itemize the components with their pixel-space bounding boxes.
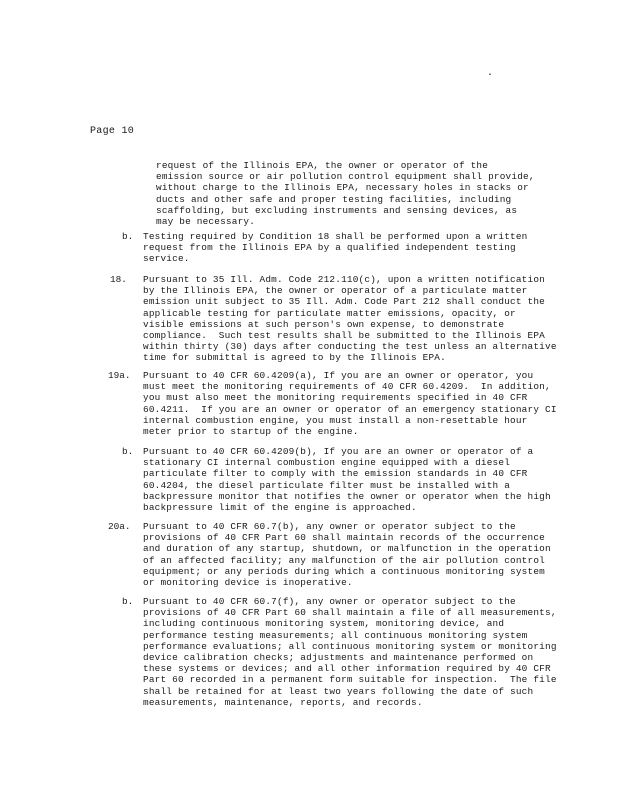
text-line: equipment; or any periods during which a continuous monitoring system [143,565,545,577]
text-line: time for submittal is agreed to by the Illinois EPA. [143,352,446,364]
paragraph-20a [143,521,551,588]
text-line: provisions of 40 CFR Part 60 shall maintain records of the occurrence [143,532,545,544]
text-line: 60.4204, the diesel particulate filter must be installed with a [143,479,511,491]
text-line: including continuous monitoring system, monitoring device, and [143,618,505,630]
paragraph-continuation [156,160,535,227]
text-line: request from the Illinois EPA by a qualified independent testing [143,242,516,254]
text-line: emission source or air pollution control equipment shall provide, [156,171,535,183]
text-line: of an affected facility; any malfunction of the air pollution control [143,554,545,566]
item-label: b. [122,446,134,457]
text-line: meter prior to startup of the engine. [143,426,359,438]
text-line: Pursuant to 40 CFR 60.4209(a), If you are an owner or operator, you [143,370,534,381]
text-line: Pursuant to 35 Ill. Adm. Code 212.110(c), upon a written notification [143,274,545,285]
text-line: measurements, maintenance, reports, and records. [143,696,423,708]
paragraph-20b [143,596,557,708]
text-line: internal combustion engine, you must install a non-resettable hour [143,414,528,426]
item-label: 20a. [108,521,131,532]
text-line: you must also meet the monitoring requirements specified in 40 CFR [143,392,528,404]
text-line: Testing required by Condition 18 shall be performed upon a written [143,231,528,242]
text-line: by the Illinois EPA, the owner or operator of a particulate matter [143,285,528,297]
text-line: emission unit subject to 35 Ill. Adm. Code Part 212 shall conduct the [143,296,545,308]
text-line: stationary CI internal combustion engine equipped with a diesel [143,457,511,469]
text-line: particulate filter to comply with the emission standards in 40 CFR [143,468,528,480]
paragraph-19a [143,370,557,437]
item-label: 18. [110,274,127,285]
text-line: performance evaluations; all continuous monitoring system or monitoring [143,640,557,652]
page-number: Page 10 [90,126,135,137]
item-label: b. [122,231,134,242]
item-label: 19a. [108,370,131,381]
text-line: must meet the monitoring requirements of 40 CFR 60.4209. In addition, [143,381,551,393]
text-line: shall be retained for at least two years following the date of such [143,685,534,697]
text-line: may be necessary. [156,216,256,228]
text-line: device calibration checks; adjustments and maintenance performed on [143,652,534,664]
text-line: backpressure limit of the engine is approached. [143,502,417,514]
paragraph-19b [143,446,551,513]
text-line: these systems or devices; and all other information required by 40 CFR [143,663,551,675]
text-line: provisions of 40 CFR Part 60 shall maintain a file of all measurements, [143,607,557,619]
item-label: b. [122,596,134,607]
text-line: scaffolding, but excluding instruments and sensing devices, as [156,204,518,216]
text-line: service. [143,253,190,265]
text-line: Pursuant to 40 CFR 60.4209(b), If you are an owner or operator of a [143,446,534,457]
text-line: backpressure monitor that notifies the owner or operator when the high [143,490,551,502]
paragraph-18 [143,274,557,364]
text-line: Pursuant to 40 CFR 60.7(f), any owner or operator subject to the [143,596,516,607]
text-line: performance testing measurements; all continuous monitoring system [143,629,528,641]
text-line: or monitoring device is inoperative. [143,577,353,589]
text-line: within thirty (30) days after conducting the test unless an alternative [143,341,557,353]
paragraph-17b [143,231,528,265]
text-line: request of the Illinois EPA, the owner or operator of the [156,160,489,171]
text-line: without charge to the Illinois EPA, necessary holes in stacks or [156,182,529,194]
text-line: ducts and other safe and proper testing facilities, including [156,193,512,205]
text-line: applicable testing for particulate matter emissions, opacity, or [143,307,516,319]
text-line: 60.4211. If you are an owner or operator of an emergency stationary CI [143,403,557,415]
text-line: compliance. Such test results shall be submitted to the Illinois EPA [143,330,545,342]
text-line: and duration of any startup, shutdown, or malfunction in the operation [143,543,551,555]
corner-mark: . [487,68,494,79]
text-line: visible emissions at such person's own expense, to demonstrate [143,318,505,330]
text-line: Part 60 recorded in a permanent form suitable for inspection. The file [143,674,557,686]
text-line: Pursuant to 40 CFR 60.7(b), any owner or operator subject to the [143,521,516,532]
